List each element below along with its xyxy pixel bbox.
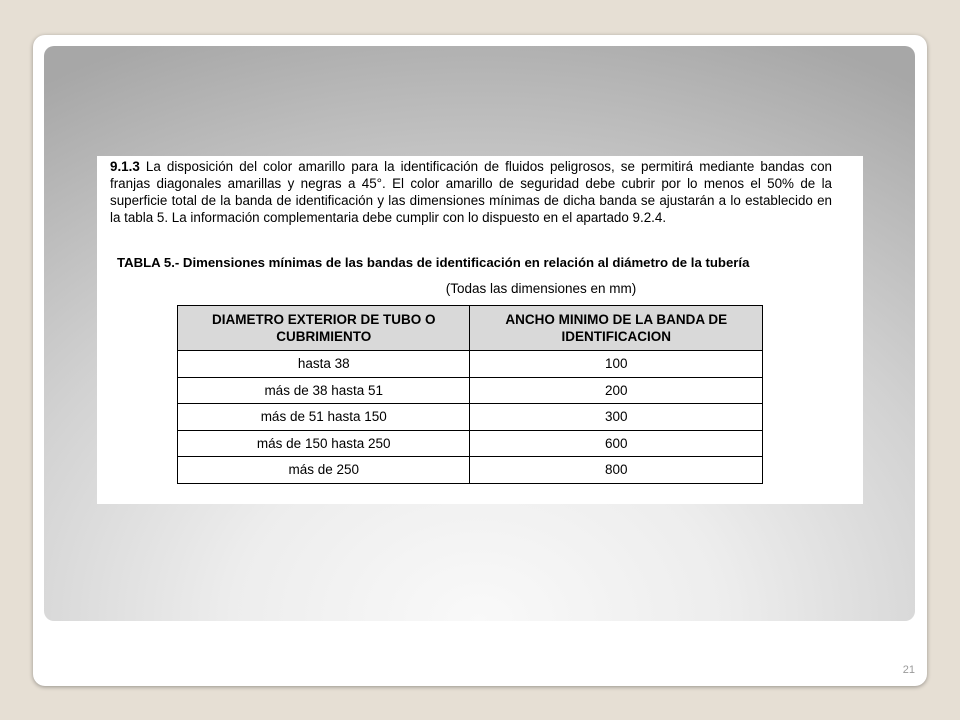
page-number: 21 bbox=[902, 664, 915, 676]
diameter-cell: más de 150 hasta 250 bbox=[178, 430, 470, 457]
section-number: 9.1.3 bbox=[110, 159, 140, 174]
paragraph-text: La disposición del color amarillo para la identificación de fluidos peligrosos, se permitirá mediante bandas con franjas diagonales amarillas y negras a 45°. El color amarillo de seguridad debe cubrir por lo menos el 50% de la superficie total de la banda de identificación y las dimensiones mínimas de dicha banda se ajustarán a lo establecido en la tabla 5. La información complementaria debe cumplir con lo dispuesto en el apartado 9.2.4. bbox=[110, 159, 832, 225]
table-subtitle: (Todas las dimensiones en mm) bbox=[445, 281, 637, 296]
band-width-cell: 200 bbox=[470, 377, 763, 404]
slide-content-panel bbox=[44, 46, 915, 621]
table-row bbox=[178, 404, 763, 431]
band-width-cell: 600 bbox=[470, 430, 763, 457]
table-title: TABLA 5.- Dimensiones mínimas de las bandas de identificación en relación al diámetro de la tubería bbox=[117, 255, 750, 270]
header-band-width: ANCHO MINIMO DE LA BANDA DE IDENTIFICACION bbox=[470, 306, 763, 351]
band-width-cell: 300 bbox=[470, 404, 763, 431]
diameter-cell: hasta 38 bbox=[178, 351, 470, 378]
header-diameter: DIAMETRO EXTERIOR DE TUBO O CUBRIMIENTO bbox=[178, 306, 470, 351]
diameter-cell: más de 51 hasta 150 bbox=[178, 404, 470, 431]
band-width-cell: 100 bbox=[470, 351, 763, 378]
table-row bbox=[178, 430, 763, 457]
table-header-row bbox=[178, 306, 763, 351]
table-row bbox=[178, 457, 763, 484]
dimensions-table bbox=[177, 305, 763, 484]
band-width-cell: 800 bbox=[470, 457, 763, 484]
diameter-cell: más de 250 bbox=[178, 457, 470, 484]
document-excerpt bbox=[97, 156, 863, 504]
slide-frame bbox=[33, 35, 927, 686]
table-row bbox=[178, 351, 763, 378]
section-paragraph bbox=[110, 158, 832, 226]
diameter-cell: más de 38 hasta 51 bbox=[178, 377, 470, 404]
table-row bbox=[178, 377, 763, 404]
